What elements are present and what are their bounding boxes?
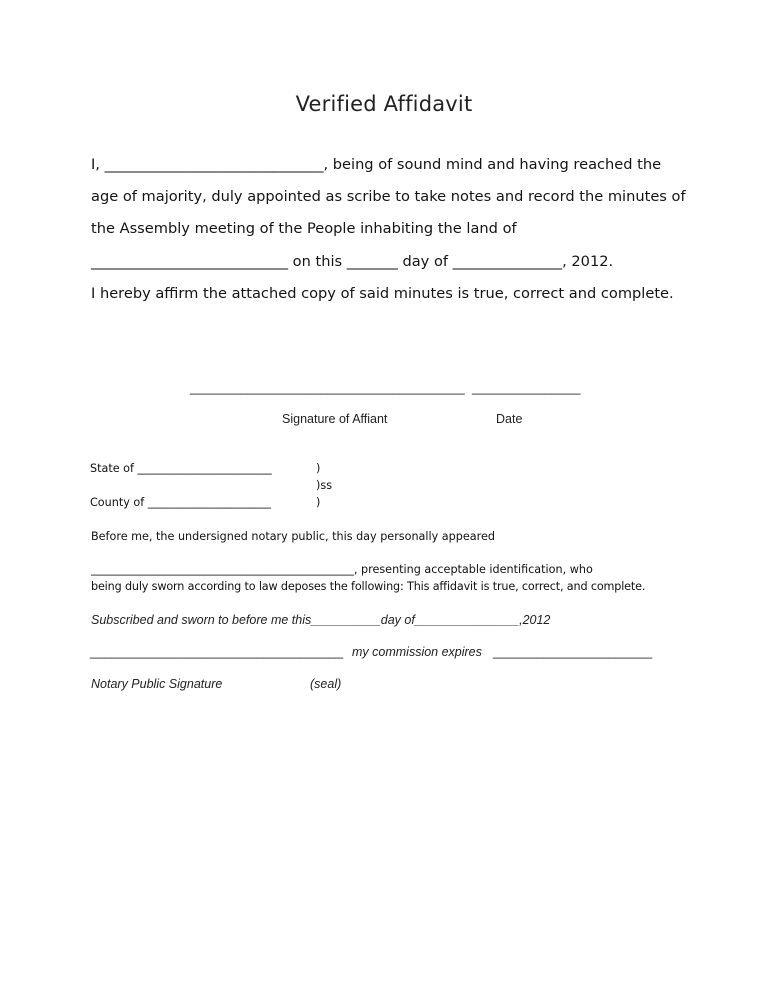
commission-line: ______________________ xyxy=(493,644,653,659)
notary-signature-label: Notary Public Signature xyxy=(91,677,223,691)
paragraph-line-2: age of majority, duly appointed as scribe to take notes and record the minutes of xyxy=(91,188,686,205)
date-line: _______________ xyxy=(472,380,581,395)
state-line: State of ________________________ xyxy=(90,462,272,475)
county-line: County of ______________________ xyxy=(90,496,271,509)
paragraph-line-5: I hereby affirm the attached copy of said minutes is true, correct and complete. xyxy=(91,285,674,302)
document-title: Verified Affidavit xyxy=(295,92,473,116)
sworn-line: being duly sworn according to law deposes the following: This affidavit is true, correct, and complete. xyxy=(91,580,646,593)
signature-label: Signature of Affiant xyxy=(282,412,388,426)
presenting-line: _______________________________________________, presenting acceptable identification, who xyxy=(91,563,593,576)
signature-line: ______________________________________ xyxy=(190,380,465,395)
county-paren: ) xyxy=(316,496,321,509)
paragraph-line-4: ___________________________ on this _______ day of _______________, 2012. xyxy=(91,253,614,270)
commission-label: my commission expires xyxy=(352,645,482,659)
appeared-line: Before me, the undersigned notary public, this day personally appeared xyxy=(91,530,495,543)
date-label: Date xyxy=(496,412,523,426)
notary-signature-line: ___________________________________ xyxy=(90,644,344,659)
paragraph-line-3: the Assembly meeting of the People inhabiting the land of xyxy=(91,220,517,237)
paragraph-line-1: I, ______________________________, being of sound mind and having reached the xyxy=(91,156,662,173)
ss-line: )ss xyxy=(316,479,333,492)
state-paren: ) xyxy=(316,462,321,475)
subscribed-line: Subscribed and sworn to before me this__________day of_______________,2012 xyxy=(91,613,551,627)
seal-label: (seal) xyxy=(310,677,342,691)
